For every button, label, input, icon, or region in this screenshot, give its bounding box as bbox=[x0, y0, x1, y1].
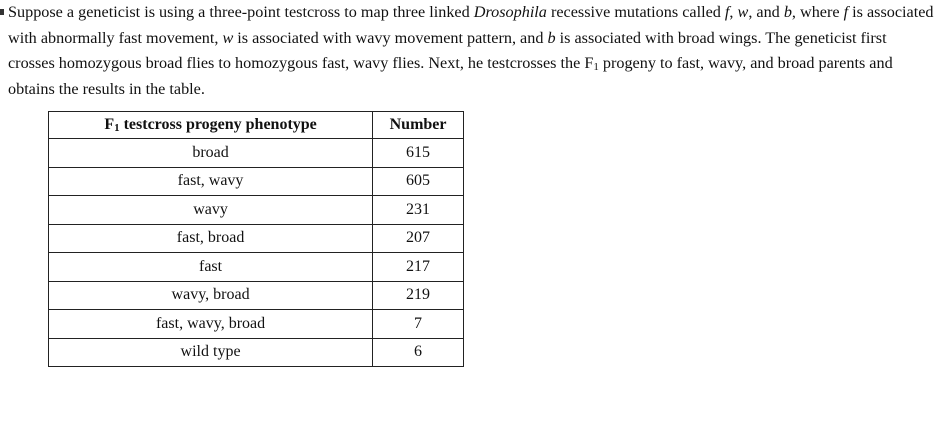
gene-w: w bbox=[737, 3, 749, 21]
phenotype-cell: wavy, broad bbox=[49, 281, 373, 310]
phenotype-cell: broad bbox=[49, 139, 373, 168]
number-cell: 231 bbox=[373, 196, 464, 225]
question-segment: is associated with wavy movement pattern, and bbox=[233, 28, 548, 47]
table-row bbox=[49, 253, 464, 282]
number-cell: 6 bbox=[373, 338, 464, 367]
table-row bbox=[49, 281, 464, 310]
gene-b: b bbox=[783, 3, 792, 21]
question-segment: Suppose a geneticist is using a three-point testcross to map three linked bbox=[8, 3, 474, 21]
question-segment: is associated with abnormally fast movement, bbox=[8, 3, 934, 47]
number-cell: 207 bbox=[373, 224, 464, 253]
number-cell: 219 bbox=[373, 281, 464, 310]
table-row bbox=[49, 167, 464, 196]
table-row bbox=[49, 139, 464, 168]
question-segment: recessive mutations called bbox=[546, 3, 725, 21]
question-segment: progeny to fast, wavy, and broad parents and obtains the results in the table. bbox=[8, 54, 893, 99]
progeny-table bbox=[48, 111, 464, 367]
number-cell: 615 bbox=[373, 139, 464, 168]
phenotype-cell: wild type bbox=[49, 338, 373, 367]
table-body bbox=[49, 139, 464, 367]
phenotype-column-header bbox=[49, 112, 373, 139]
header-text: testcross progeny phenotype bbox=[119, 116, 317, 133]
generation-subscript: 1 bbox=[593, 61, 599, 74]
question-text bbox=[8, 0, 936, 103]
species-name: Drosophila bbox=[473, 3, 547, 21]
phenotype-cell: wavy bbox=[49, 196, 373, 225]
header-text: F bbox=[104, 116, 115, 133]
phenotype-cell: fast, wavy, broad bbox=[49, 310, 373, 339]
number-column-header: Number bbox=[373, 112, 464, 139]
phenotype-cell: fast bbox=[49, 253, 373, 282]
table-row bbox=[49, 310, 464, 339]
number-cell: 7 bbox=[373, 310, 464, 339]
gene-b: b bbox=[547, 28, 556, 47]
question-segment: , where bbox=[791, 3, 844, 21]
gene-f: f bbox=[843, 3, 849, 21]
phenotype-cell: fast, broad bbox=[49, 224, 373, 253]
question-segment: is associated with broad wings. The geneticist first crosses homozygous broad flies to homozygous fast, wavy flies. Next, he testcrosses the F bbox=[8, 28, 887, 73]
gene-f: f bbox=[724, 3, 730, 21]
table-row bbox=[49, 224, 464, 253]
table-header-row bbox=[49, 112, 464, 139]
table-row bbox=[49, 338, 464, 367]
header-subscript: 1 bbox=[114, 122, 120, 134]
phenotype-cell: fast, wavy bbox=[49, 167, 373, 196]
question-segment: , bbox=[729, 3, 738, 21]
bullet-marker bbox=[0, 9, 4, 15]
question-segment: , and bbox=[748, 3, 784, 21]
gene-w: w bbox=[222, 28, 234, 47]
number-cell: 605 bbox=[373, 167, 464, 196]
table-row bbox=[49, 196, 464, 225]
number-cell: 217 bbox=[373, 253, 464, 282]
